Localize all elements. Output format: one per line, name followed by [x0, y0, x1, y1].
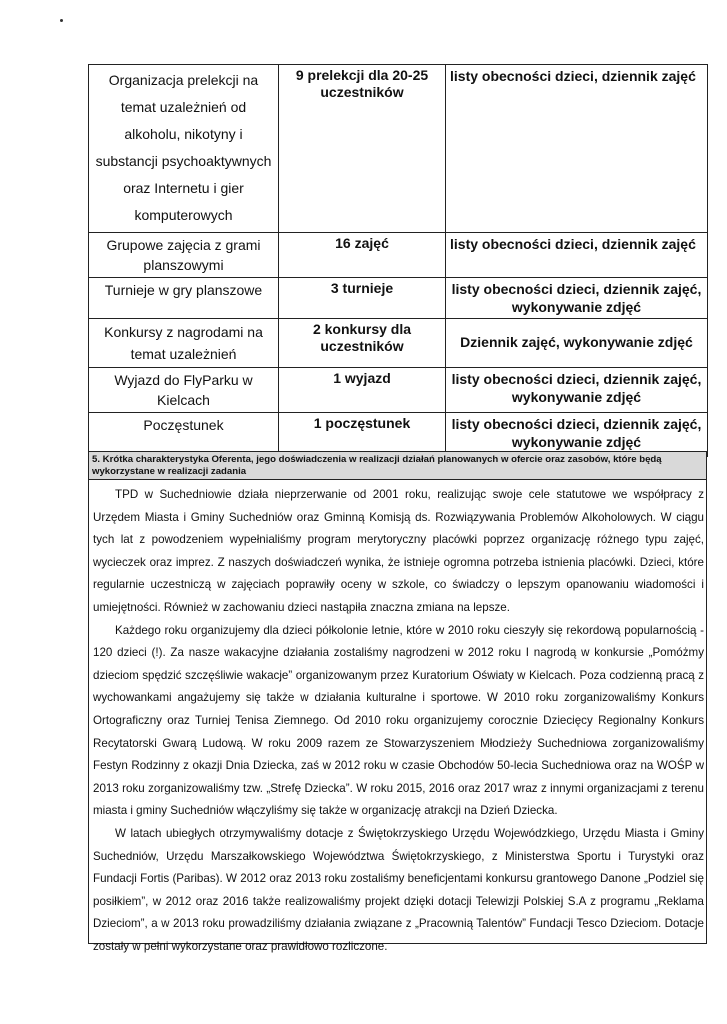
section-5	[88, 451, 707, 953]
activity-cell: Grupowe zajęcia z grami planszowymi	[89, 233, 279, 278]
paragraph: Każdego roku organizujemy dla dzieci półkolonie letnie, które w 2010 roku cieszyły się rekordową popularnością - 120 dzieci (!). Za nasze wakacyjne działania zostaliśmy nagrodzeni w 2012 roku I nagrodą w konkursie „Pomóżmy dzieciom spędzić szczęśliwie wakacje” organizowanym przez Kuratorium Oświaty w Kielcach. Poza codzienną pracą z wychowankami angażujemy się także w działania kulturalne i sportowe. W 2010 roku zorganizowaliśmy Konkurs Ortograficzny oraz Turniej Tenisa Ziemnego. Od 2010 roku organizujemy corocznie Dziecięcy Regionalny Konkurs Recytatorski Gwarą Ludową. W roku 2009 razem ze Stowarzyszeniem Młodzieży Suchedniowa zorganizowaliśmy Festyn Rodzinny z okazji Dnia Dziecka, zaś w 2012 roku w czasie Obchodów 50-lecia Suchedniowa oraz na WOŚP w 2013 roku zorganizowaliśmy tzw. „Strefę Dziecka”. W roku 2015, 2016 oraz 2017 wraz z innymi organizacjami z terenu miasta i gminy Suchedniów włączyliśmy się także w organizację atrakcji na Dzień Dziecka.	[93, 623, 704, 818]
table-row	[89, 233, 708, 278]
activities-table	[88, 64, 708, 457]
table-row	[89, 278, 708, 319]
table-row	[89, 319, 708, 368]
quantity-cell: 16 zajęć	[279, 233, 446, 278]
quantity-cell: 1 wyjazd	[279, 368, 446, 413]
activity-cell: Poczęstunek	[89, 413, 279, 457]
table-row	[89, 413, 708, 457]
table-row	[89, 65, 708, 233]
activity-cell: Wyjazd do FlyParku w Kielcach	[89, 368, 279, 413]
paragraph: W latach ubiegłych otrzymywaliśmy dotacje z Świętokrzyskiego Urzędu Wojewódzkiego, Urzędu Miasta i Gminy Suchedniów, Urzędu Marszałkowskiego Województwa Świętokrzyskiego, z Ministerstwa Sportu i Turystyki oraz Fundacji Fortis (Paribas). W 2012 oraz 2013 roku zostaliśmy beneficjentami konkursu grantowego Danone „Podziel się posiłkiem”, w 2012 oraz 2016 także realizowaliśmy projekt dzięki dotacji Telewizji Polskiej S.A z programu „Reklama Dzieciom”, a w 2013 roku prowadziliśmy działania związane z „Pracownią Talentów” Fundacji Tesco Dzieciom. Dotacje zostały w pełni wykorzystane oraz prawidłowo rozliczone.	[93, 826, 704, 953]
activity-cell: Organizacja prelekcji na temat uzależnień od alkoholu, nikotyny i substancji psychoaktywnych oraz Internetu i gier komputerowych	[89, 65, 279, 233]
paragraph: TPD w Suchedniowie działa nieprzerwanie od 2001 roku, realizując swoje cele statutowe we współpracy z Urzędem Miasta i Gminy Suchedniów oraz Gminną Komisją ds. Rozwiązywania Problemów Alkoholowych. W ciągu tych lat z powodzeniem wypełnialiśmy program merytoryczny placówki poprzez organizację różnego typu zajęć, wycieczek oraz imprez. Z naszych doświadczeń wynika, że istnieje ogromna potrzeba istnienia placówki. Dzieci, które regularnie uczestniczą w zajęciach poprawiły oceny w szkole, co świadczy o lepszym opanowaniu wiadomości i umiejętności. Również w zachowaniu dzieci nastąpiła znaczna zmiana na lepsze.	[93, 488, 704, 614]
quantity-cell: 9 prelekcji dla 20-25 uczestników	[279, 65, 446, 233]
section-body	[89, 480, 706, 958]
documentation-cell: listy obecności dzieci, dziennik zajęć, wykonywanie zdjęć	[446, 368, 708, 413]
quantity-cell: 1 poczęstunek	[279, 413, 446, 457]
quantity-cell: 2 konkursy dla uczestników	[279, 319, 446, 368]
activity-cell: Konkursy z nagrodami na temat uzależnień	[89, 319, 279, 368]
documentation-cell: listy obecności dzieci, dziennik zajęć	[446, 233, 708, 278]
table-row	[89, 368, 708, 413]
documentation-cell: Dziennik zajęć, wykonywanie zdjęć	[446, 319, 708, 368]
documentation-cell: listy obecności dzieci, dziennik zajęć	[446, 65, 708, 233]
documentation-cell: listy obecności dzieci, dziennik zajęć, wykonywanie zdjęć	[446, 278, 708, 319]
scan-dot	[60, 19, 63, 22]
documentation-cell: listy obecności dzieci, dziennik zajęć, wykonywanie zdjęć	[446, 413, 708, 457]
section-heading: 5. Krótka charakterystyka Oferenta, jego doświadczenia w realizacji działań planowanych w ofercie oraz zasobów, które będą wykorzystane w realizacji zadania	[89, 452, 706, 480]
activity-cell: Turnieje w gry planszowe	[89, 278, 279, 319]
quantity-cell: 3 turnieje	[279, 278, 446, 319]
